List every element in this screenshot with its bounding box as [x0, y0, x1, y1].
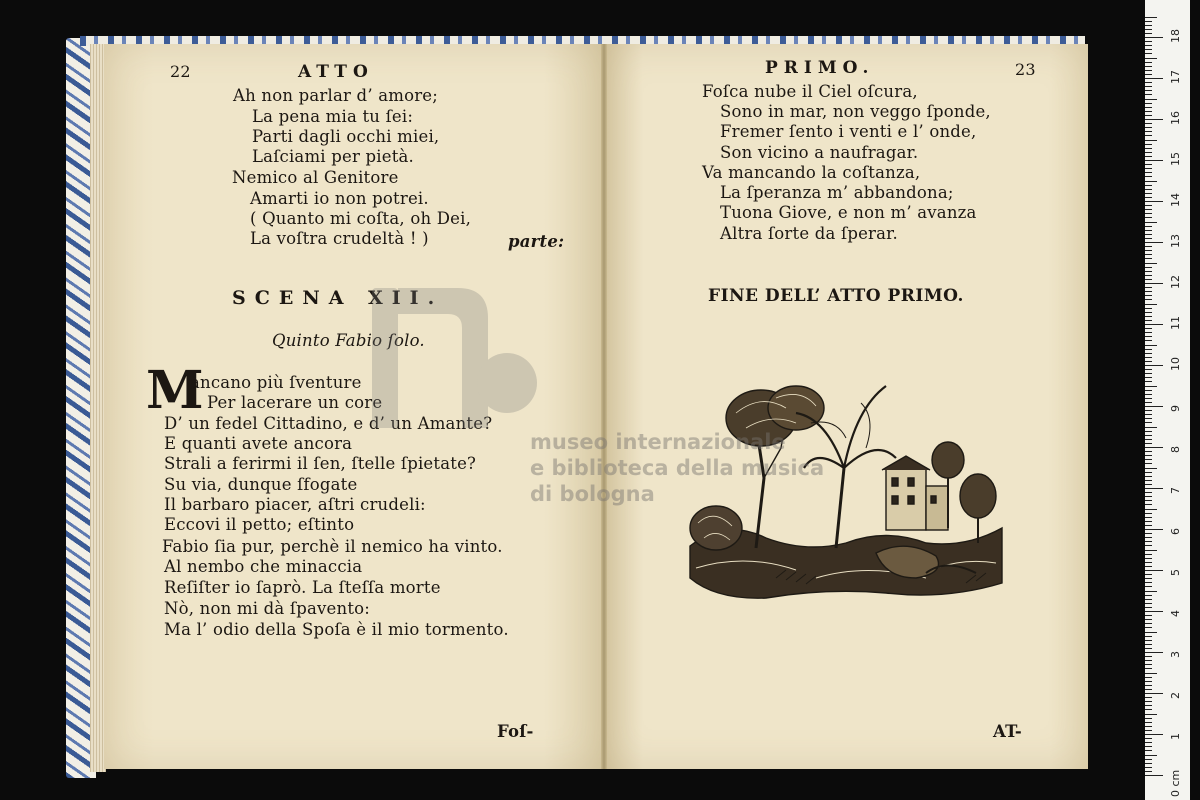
ruler-tick	[1145, 238, 1152, 239]
ruler-tick	[1145, 189, 1152, 190]
verse-line: Parti dagli occhi miei,	[252, 127, 440, 146]
ruler-tick	[1145, 414, 1152, 415]
ruler-tick	[1145, 377, 1152, 378]
left-page-number: 22	[170, 62, 191, 81]
ruler-tick	[1145, 422, 1152, 423]
ruler-tick	[1145, 619, 1152, 620]
ruler-tick	[1145, 156, 1152, 157]
ruler-tick	[1145, 131, 1152, 132]
ruler-label: 10	[1169, 357, 1182, 371]
ruler-tick	[1145, 447, 1163, 448]
monologue-line: Reſiſter io ſaprò. La ſteſſa morte	[164, 578, 441, 597]
ruler-tick	[1145, 726, 1152, 727]
ruler-tick	[1145, 70, 1152, 71]
ruler-tick	[1145, 652, 1163, 653]
ruler-tick	[1145, 459, 1152, 460]
ruler-tick	[1145, 345, 1157, 346]
ruler-tick	[1145, 451, 1152, 452]
ruler-tick	[1145, 234, 1152, 235]
ruler-label: 13	[1169, 234, 1182, 248]
ruler-tick	[1145, 82, 1152, 83]
ruler-tick	[1145, 176, 1152, 177]
ruler-tick	[1145, 258, 1152, 259]
ruler-tick	[1145, 730, 1152, 731]
ruler-tick	[1145, 164, 1152, 165]
ruler-tick	[1145, 295, 1152, 296]
ruler-tick	[1145, 750, 1152, 751]
ruler-tick	[1145, 722, 1152, 723]
verse-line: Nemico al Genitore	[232, 168, 399, 187]
ruler-tick	[1145, 541, 1152, 542]
ruler-label: 16	[1169, 111, 1182, 125]
right-running-head: PRIMO.	[765, 58, 875, 78]
ruler-tick	[1145, 279, 1152, 280]
ruler-tick	[1145, 222, 1157, 223]
ruler-tick	[1145, 463, 1152, 464]
watermark-text: e biblioteca della musica	[530, 456, 825, 480]
ruler-tick	[1145, 209, 1152, 210]
left-catchword: Foſ-	[497, 722, 534, 741]
ruler-tick	[1145, 41, 1152, 42]
ruler-tick	[1145, 582, 1152, 583]
woodcut-landscape-icon	[686, 378, 1006, 606]
verse-line: Foſca nube il Ciel oſcura,	[702, 82, 918, 101]
ruler-tick	[1145, 308, 1152, 309]
monologue-line: Al nembo che minaccia	[164, 557, 363, 576]
ruler-tick	[1145, 103, 1152, 104]
watermark-text: di bologna	[530, 482, 655, 506]
ruler-tick	[1145, 410, 1152, 411]
ruler-tick	[1145, 517, 1152, 518]
ruler-tick	[1145, 435, 1152, 436]
ruler-tick	[1145, 49, 1152, 50]
ruler-tick	[1145, 697, 1152, 698]
verse-line: Va mancando la coſtanza,	[702, 163, 921, 182]
ruler-tick	[1145, 644, 1152, 645]
ruler-tick	[1145, 443, 1152, 444]
monologue-line: Su via, dunque ſfogate	[164, 475, 358, 494]
ruler-label: 12	[1169, 275, 1182, 289]
ruler-tick	[1145, 369, 1152, 370]
monologue-line: Fabio ſia pur, perchè il nemico ha vinto.	[162, 537, 503, 556]
ruler-tick	[1145, 537, 1152, 538]
ruler-tick	[1145, 718, 1152, 719]
ruler-tick	[1145, 689, 1152, 690]
ruler-tick	[1145, 275, 1152, 276]
ruler-label: 1	[1169, 733, 1182, 740]
ruler-tick	[1145, 439, 1152, 440]
monologue-line: Eccovi il petto; eſtinto	[164, 515, 355, 534]
ruler-tick	[1145, 476, 1152, 477]
ruler-tick	[1145, 58, 1157, 59]
ruler-tick	[1145, 550, 1157, 551]
museum-logo-watermark	[372, 288, 542, 428]
verse-line: La ſperanza m’ abbandona;	[720, 183, 954, 202]
ruler-tick	[1145, 738, 1152, 739]
ruler-tick	[1145, 455, 1152, 456]
ruler-tick	[1145, 287, 1152, 288]
ruler-tick	[1145, 681, 1152, 682]
ruler-tick	[1145, 509, 1157, 510]
ruler-tick	[1145, 21, 1152, 22]
ruler-label: 8	[1169, 446, 1182, 453]
ruler-label: 0 cm	[1169, 769, 1182, 797]
stage-direction: parte:	[508, 232, 565, 251]
ruler-tick	[1145, 267, 1152, 268]
ruler-tick	[1145, 340, 1152, 341]
ruler-tick	[1145, 94, 1152, 95]
ruler-tick	[1145, 472, 1152, 473]
ruler-tick	[1145, 324, 1163, 325]
ruler-label: 14	[1169, 193, 1182, 207]
ruler-tick	[1145, 390, 1152, 391]
ruler-tick	[1145, 263, 1157, 264]
ruler-tick	[1145, 123, 1152, 124]
ruler-tick	[1145, 381, 1152, 382]
verse-line: ( Quanto mi coſta, oh Dei,	[250, 209, 472, 228]
ruler-tick	[1145, 734, 1163, 735]
book-gutter	[601, 44, 607, 769]
ruler-tick	[1145, 193, 1152, 194]
ruler-tick	[1145, 119, 1163, 120]
ruler-tick	[1145, 648, 1152, 649]
ruler-tick	[1145, 160, 1163, 161]
ruler-tick	[1145, 140, 1157, 141]
verse-line: Tuona Giove, e non m’ avanza	[720, 203, 977, 222]
ruler-tick	[1145, 615, 1152, 616]
ruler-tick	[1145, 107, 1152, 108]
ruler-tick	[1145, 66, 1152, 67]
ruler-tick	[1145, 513, 1152, 514]
ruler-tick	[1145, 25, 1152, 26]
ruler-tick	[1145, 623, 1152, 624]
ruler-tick	[1145, 217, 1152, 218]
ruler-tick	[1145, 33, 1152, 34]
ruler-tick	[1145, 316, 1152, 317]
ruler-tick	[1145, 406, 1163, 407]
ruler-tick	[1145, 763, 1152, 764]
monologue-line: Ma l’ odio della Spoſa è il mio tormento.	[164, 620, 509, 639]
right-page-number: 23	[1015, 60, 1036, 79]
ruler-tick	[1145, 545, 1152, 546]
ruler-tick	[1145, 320, 1152, 321]
ruler-tick	[1145, 767, 1152, 768]
ruler-tick	[1145, 90, 1152, 91]
ruler-tick	[1145, 127, 1152, 128]
ruler-tick	[1145, 533, 1152, 534]
ruler-tick	[1145, 701, 1152, 702]
ruler-tick	[1145, 78, 1163, 79]
ruler-tick	[1145, 168, 1152, 169]
ruler-tick	[1145, 746, 1152, 747]
ruler-tick	[1145, 484, 1152, 485]
ruler-tick	[1145, 607, 1152, 608]
ruler-tick	[1145, 213, 1152, 214]
ruler-tick	[1145, 627, 1152, 628]
ruler-tick	[1145, 291, 1152, 292]
verse-line: Son vicino a naufragar.	[720, 143, 919, 162]
ruler-tick	[1145, 332, 1152, 333]
ruler-tick	[1145, 205, 1152, 206]
monologue-line: Per lacerare un core	[207, 393, 383, 412]
ruler-tick	[1145, 578, 1152, 579]
ruler-tick	[1145, 299, 1152, 300]
ruler-tick	[1145, 201, 1163, 202]
ruler-tick	[1145, 677, 1152, 678]
ruler-label: 17	[1169, 70, 1182, 84]
ruler-tick	[1145, 496, 1152, 497]
ruler-tick	[1145, 283, 1163, 284]
ruler-tick	[1145, 492, 1152, 493]
verse-line: Fremer ſento i venti e l’ onde,	[720, 122, 977, 141]
ruler-label: 5	[1169, 569, 1182, 576]
measurement-ruler	[1145, 0, 1190, 800]
closing-heading: FINE DELL’ ATTO PRIMO.	[708, 286, 964, 306]
ruler-tick	[1145, 660, 1152, 661]
ruler-tick	[1145, 37, 1163, 38]
scene-heading: SCENA XII.	[232, 287, 444, 309]
ruler-tick	[1145, 246, 1152, 247]
verse-line: Ah non parlar d’ amore;	[233, 86, 439, 105]
ruler-tick	[1145, 775, 1163, 776]
ruler-tick	[1145, 742, 1152, 743]
ruler-tick	[1145, 254, 1152, 255]
monologue-line: ancano più ſventure	[190, 373, 362, 392]
ruler-tick	[1145, 603, 1152, 604]
ruler-tick	[1145, 504, 1152, 505]
ruler-tick	[1145, 586, 1152, 587]
ruler-tick	[1145, 529, 1163, 530]
ruler-tick	[1145, 398, 1152, 399]
ruler-tick	[1145, 591, 1157, 592]
ruler-tick	[1145, 709, 1152, 710]
ruler-tick	[1145, 714, 1157, 715]
ruler-tick	[1145, 226, 1152, 227]
ruler-tick	[1145, 570, 1163, 571]
ruler-tick	[1145, 242, 1163, 243]
ruler-tick	[1145, 673, 1157, 674]
verse-line: Amarti io non potrei.	[250, 189, 429, 208]
ruler-tick	[1145, 152, 1152, 153]
ruler-tick	[1145, 74, 1152, 75]
ruler-tick	[1145, 558, 1152, 559]
monologue-line: Nò, non mi dà ſpavento:	[164, 599, 371, 618]
ruler-tick	[1145, 693, 1163, 694]
ruler-tick	[1145, 144, 1152, 145]
ruler-tick	[1145, 488, 1163, 489]
ruler-tick	[1145, 500, 1152, 501]
ruler-tick	[1145, 759, 1152, 760]
right-catchword: AT-	[993, 722, 1022, 741]
ruler-tick	[1145, 328, 1152, 329]
ruler-label: 7	[1169, 487, 1182, 494]
ruler-tick	[1145, 402, 1152, 403]
ruler-tick	[1145, 250, 1152, 251]
ruler-tick	[1145, 111, 1152, 112]
ruler-tick	[1145, 525, 1152, 526]
ruler-label: 6	[1169, 528, 1182, 535]
ruler-tick	[1145, 365, 1163, 366]
ruler-tick	[1145, 45, 1152, 46]
ruler-tick	[1145, 640, 1152, 641]
ruler-tick	[1145, 361, 1152, 362]
ruler-label: 2	[1169, 692, 1182, 699]
ruler-label: 11	[1169, 316, 1182, 330]
ruler-tick	[1145, 656, 1152, 657]
ruler-tick	[1145, 418, 1152, 419]
verse-line: La pena mia tu ſei:	[252, 107, 414, 126]
ruler-tick	[1145, 611, 1163, 612]
ruler-tick	[1145, 172, 1152, 173]
ruler-tick	[1145, 99, 1157, 100]
ruler-tick	[1145, 357, 1152, 358]
ruler-tick	[1145, 431, 1152, 432]
ruler-tick	[1145, 468, 1157, 469]
ruler-label: 15	[1169, 152, 1182, 166]
ruler-tick	[1145, 566, 1152, 567]
ruler-tick	[1145, 771, 1152, 772]
ruler-tick	[1145, 394, 1152, 395]
verse-line: Altra ſorte da ſperar.	[720, 224, 898, 243]
ruler-tick	[1145, 353, 1152, 354]
ruler-tick	[1145, 115, 1152, 116]
ruler-tick	[1145, 312, 1152, 313]
ruler-tick	[1145, 53, 1152, 54]
scene-character: Quinto Fabio ſolo.	[272, 331, 425, 350]
ruler-tick	[1145, 17, 1157, 18]
monologue-line: D’ un fedel Cittadino, e d’ un Amante?	[164, 414, 493, 433]
ruler-tick	[1145, 230, 1152, 231]
ruler-tick	[1145, 480, 1152, 481]
ruler-tick	[1145, 135, 1152, 136]
monologue-line: E quanti avete ancora	[164, 434, 353, 453]
verse-line: Laſciami per pietà.	[252, 147, 415, 166]
ruler-tick	[1145, 705, 1152, 706]
ruler-tick	[1145, 336, 1152, 337]
ruler-tick	[1145, 386, 1157, 387]
ruler-tick	[1145, 62, 1152, 63]
ruler-tick	[1145, 181, 1157, 182]
ruler-tick	[1145, 197, 1152, 198]
verse-line: La voſtra crudeltà ! )	[250, 229, 429, 248]
ruler-tick	[1145, 304, 1157, 305]
left-running-head: ATTO	[298, 62, 374, 82]
ruler-tick	[1145, 636, 1152, 637]
monologue-line: Strali a ferirmi il ſen, ſtelle ſpietate?	[164, 454, 477, 473]
ruler-label: 4	[1169, 610, 1182, 617]
ruler-tick	[1145, 271, 1152, 272]
drop-cap: M	[146, 360, 204, 421]
verse-line: Sono in mar, non veggo ſponde,	[720, 102, 991, 121]
ruler-tick	[1145, 574, 1152, 575]
ruler-tick	[1145, 185, 1152, 186]
ruler-tick	[1145, 86, 1152, 87]
ruler-tick	[1145, 349, 1152, 350]
ruler-tick	[1145, 562, 1152, 563]
ruler-tick	[1145, 685, 1152, 686]
ruler-tick	[1145, 373, 1152, 374]
ruler-tick	[1145, 599, 1152, 600]
ruler-tick	[1145, 595, 1152, 596]
watermark-text: museo internazionale	[530, 430, 786, 454]
ruler-tick	[1145, 148, 1152, 149]
ruler-label: 9	[1169, 405, 1182, 412]
ruler-tick	[1145, 427, 1157, 428]
ruler-tick	[1145, 632, 1157, 633]
monologue-line: Il barbaro piacer, aſtri crudeli:	[164, 495, 426, 514]
ruler-tick	[1145, 664, 1152, 665]
ruler-tick	[1145, 29, 1152, 30]
ruler-tick	[1145, 554, 1152, 555]
ruler-tick	[1145, 521, 1152, 522]
ruler-label: 3	[1169, 651, 1182, 658]
ruler-tick	[1145, 668, 1152, 669]
ruler-label: 18	[1169, 29, 1182, 43]
ruler-tick	[1145, 755, 1157, 756]
